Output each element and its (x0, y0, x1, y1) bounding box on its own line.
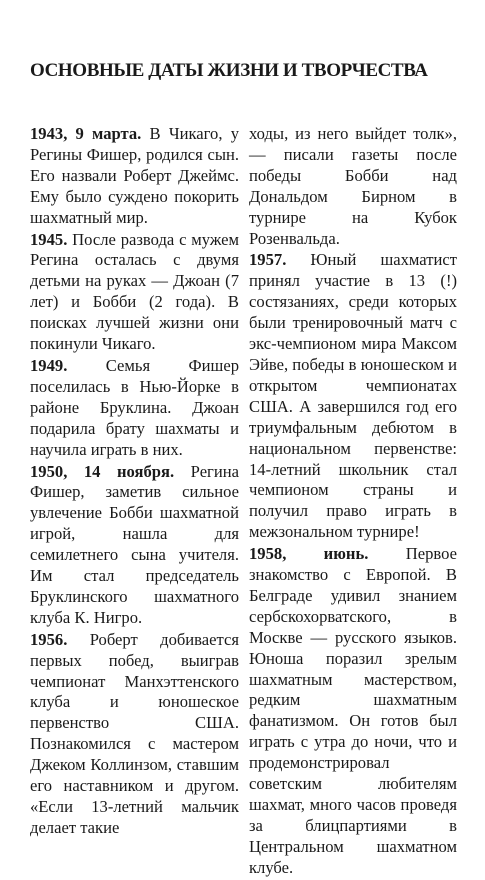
left-column (30, 124, 239, 840)
entry-text: Первое знакомство с Европой. В Белграде удивил знанием сербскохорватского, в Москве — русского языков. Юноша поразил зрелым шахматным мастерством, редким шахматным фанатизмом. Он готов был играть с утра до ночи, что и продемонстрировал советским любителям шахмат, много часов проведя за блицпартиями в Центральном шахматном клубе. (249, 544, 457, 877)
chronology-entry (30, 630, 239, 839)
chronology-entry (30, 230, 239, 355)
entry-date: 1945. (30, 229, 68, 249)
entry-text: Семья Фишер поселилась в Нью-Йорке в районе Бруклина. Джоан подарила брату шахматы и научила играть в них. (30, 355, 239, 459)
entry-text: Регина Фишер, заметив сильное увлечение Бобби шахматной игрой, нашла для семилетнего сына учителя. Им стал председатель Бруклинского шахматного клуба К. Нигро. (30, 461, 239, 627)
page-heading: ОСНОВНЫЕ ДАТЫ ЖИЗНИ И ТВОРЧЕСТВА (30, 60, 428, 81)
chronology-entry (249, 544, 457, 879)
entry-date: 1949. (30, 355, 68, 375)
entry-date: 1943, 9 марта. (30, 124, 142, 143)
chronology-entry (30, 124, 239, 229)
chronology-entry (30, 462, 239, 629)
entry-date: 1950, 14 ноября. (30, 461, 175, 481)
entry-text: После развода с мужем Регина осталась с двумя детьми на руках — Джоан (7 лет) и Бобби (2 года). В поисках лучшей жизни они покинули Чикаго. (30, 229, 239, 354)
entry-text: ходы, из него выйдет толк», — писали газеты после победы Бобби над Дональдом Бирном в турнире на Кубок Розенвальда. (249, 124, 457, 248)
chronology-entry (30, 356, 239, 461)
entry-date: 1956. (30, 629, 68, 649)
entry-date: 1957. (249, 250, 287, 270)
chronology-entry-continued (249, 124, 457, 249)
right-column (249, 124, 457, 880)
entry-text: В Чикаго, у Регины Фишер, родился сын. Его назвали Роберт Джеймс. Ему было суждено покорить шахматный мир. (30, 124, 239, 227)
entry-text: Юный шахматист принял участие в 13 (!) состязаниях, среди которых были тренировочный матч с экс-чемпионом мира Максом Эйве, победы в юношеском и открытом чемпионатах США. А завершился год его триумфальным дебютом в национальном первенстве: 14-летний школьник стал чемпионом страны и получил право играть в межзональном турнире! (249, 250, 457, 542)
entry-text: Роберт добивается первых побед, выиграв чемпионат Манхэттенского клуба и юношеское первенство США. Познакомился с мастером Джеком Коллинзом, ставшим его наставником и другом. «Если 13-летний мальчик делает такие (30, 629, 239, 837)
entry-date: 1958, июнь. (249, 544, 369, 564)
chronology-entry (249, 250, 457, 543)
